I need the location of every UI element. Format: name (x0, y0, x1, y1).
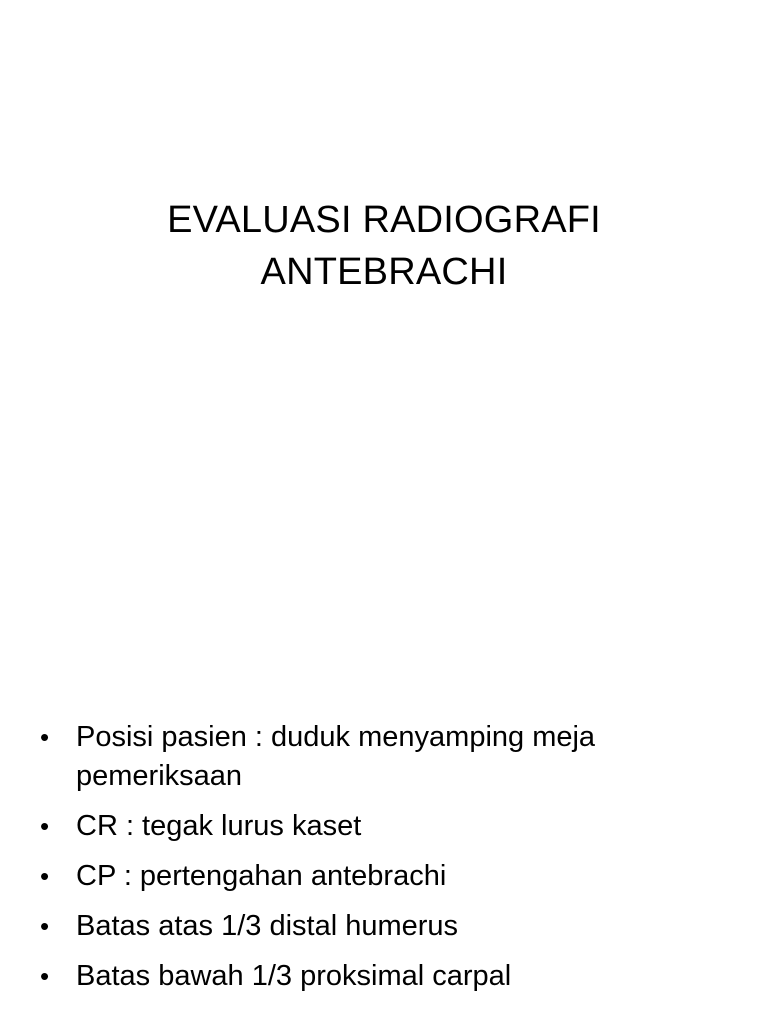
bullet-icon: • (40, 722, 50, 752)
bullet-icon: • (40, 811, 50, 841)
list-item-text: Batas bawah 1/3 proksimal carpal (76, 960, 512, 992)
list-item (40, 857, 740, 896)
slide-title-line-1: EVALUASI RADIOGRAFI (167, 199, 601, 241)
list-item (40, 807, 740, 846)
bullet-icon: • (40, 861, 50, 891)
list-item-text: Batas atas 1/3 distal humerus (76, 910, 459, 942)
bullet-icon: • (40, 961, 50, 991)
list-item-text: CP : pertengahan antebrachi (76, 860, 447, 892)
list-item (40, 907, 740, 946)
list-item (40, 957, 740, 996)
list-item-text: Posisi pasien : duduk menyamping meja pemeriksaan (76, 721, 596, 792)
bullet-list (40, 718, 740, 1007)
slide-title-line-2: ANTEBRACHI (260, 251, 508, 293)
list-item (40, 718, 740, 796)
bullet-icon: • (40, 911, 50, 941)
slide-title (0, 194, 768, 298)
list-item-text: CR : tegak lurus kaset (76, 810, 362, 842)
